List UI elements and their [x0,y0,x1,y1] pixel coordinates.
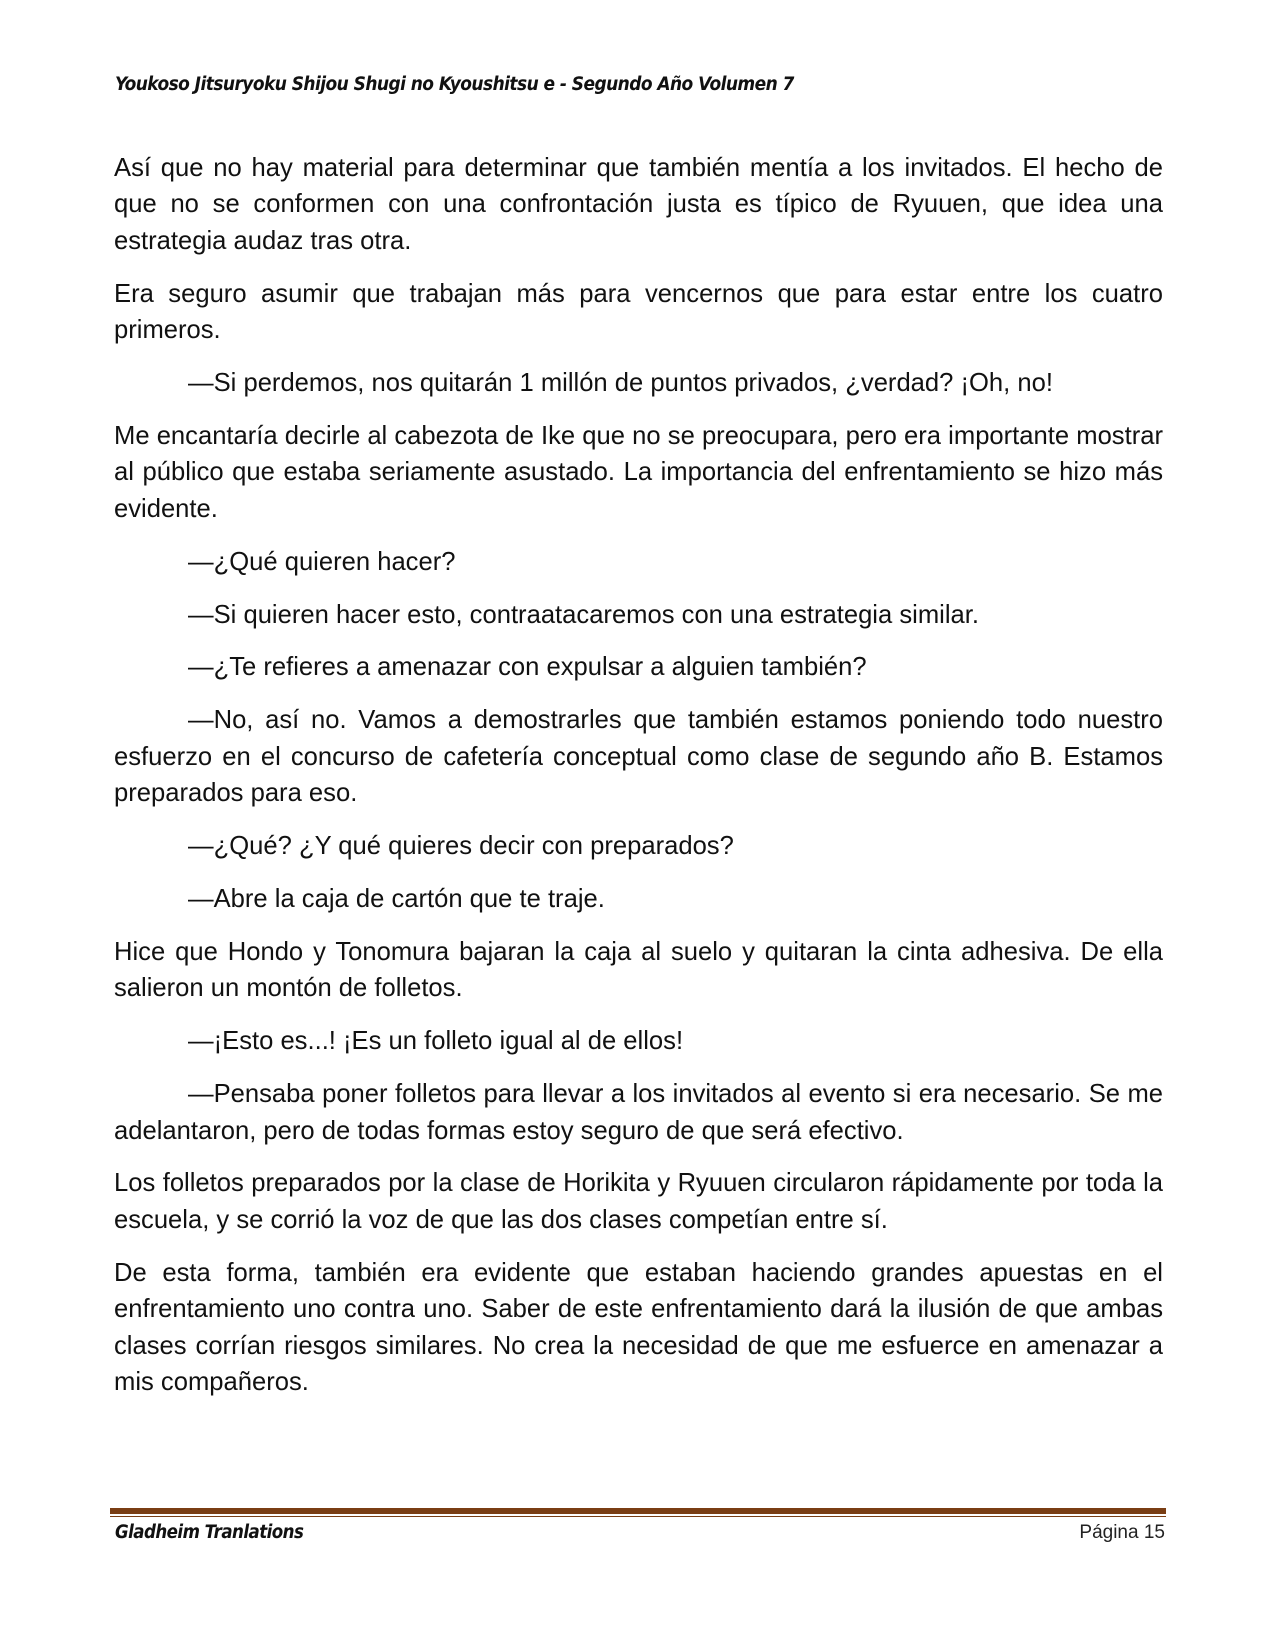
dialogue-paragraph: —¡Esto es...! ¡Es un folleto igual al de ellos! [188,1027,684,1056]
narration-paragraph: Los folletos preparados por la clase de Horikita y Ryuuen circularon rápidamente por toda la escuela, y se corrió la voz de que las dos clases competían entre sí. [114,1169,1163,1234]
dialogue-paragraph: —Si quieren hacer esto, contraatacaremos con una estrategia similar. [188,600,979,629]
footer-divider [110,1508,1166,1517]
page-number [1079,1522,1165,1544]
narration-paragraph: Hice que Hondo y Tonomura bajaran la caja al suelo y quitaran la cinta adhesiva. De ella salieron un montón de folletos. [114,937,1163,1003]
narration-paragraph: De esta forma, también era evidente que estaban haciendo grandes apuestas en el enfrentamiento uno contra uno. Saber de este enfrentamiento dará la ilusión de que ambas clases corrían riesgos similares. No crea la necesidad de que me esfuerce en amenazar a mis compañeros. [114,1258,1163,1396]
dialogue-paragraph: —¿Qué quieren hacer? [188,547,456,576]
dialogue-paragraph: —¿Te refieres a amenazar con expulsar a alguien también? [188,653,867,682]
narration-paragraph: Era seguro asumir que trabajan más para vencernos que para estar entre los cuatro primeros. [114,279,1163,345]
dialogue-paragraph: —Si perdemos, nos quitarán 1 millón de puntos privados, ¿verdad? ¡Oh, no! [188,369,1053,398]
running-header: Youkoso Jitsuryoku Shijou Shugi no Kyoushitsu e - Segundo Año Volumen 7 [115,74,794,95]
dialogue-paragraph: —¿Qué? ¿Y qué quieres decir con preparados? [188,832,734,861]
page-label: Página [1079,1522,1139,1543]
narration-paragraph: Así que no hay material para determinar que también mentía a los invitados. El hecho de que no se conformen con una confrontación justa es típico de Ryuuen, que idea una estrategia audaz tras otra. [114,154,1163,255]
narration-paragraph: Me encantaría decirle al cabezota de Ike que no se preocupara, pero era importante mostrar al público que estaba seriamente asustado. La importancia del enfrentamiento se hizo más evidente. [114,421,1163,523]
dialogue-paragraph: —Abre la caja de cartón que te traje. [188,885,605,913]
page-number-value: 15 [1143,1522,1165,1543]
page-body [114,150,1163,1417]
footer-publisher: Gladheim Tranlations [115,1522,304,1543]
dialogue-paragraph: —No, así no. Vamos a demostrarles que también estamos poniendo todo nuestro esfuerzo en el concurso de cafetería conceptual como clase de segundo año B. Estamos preparados para eso. [114,706,1163,808]
dialogue-paragraph: —Pensaba poner folletos para llevar a los invitados al evento si era necesario. Se me adelantaron, pero de todas formas estoy seguro de que será efectivo. [114,1080,1163,1145]
